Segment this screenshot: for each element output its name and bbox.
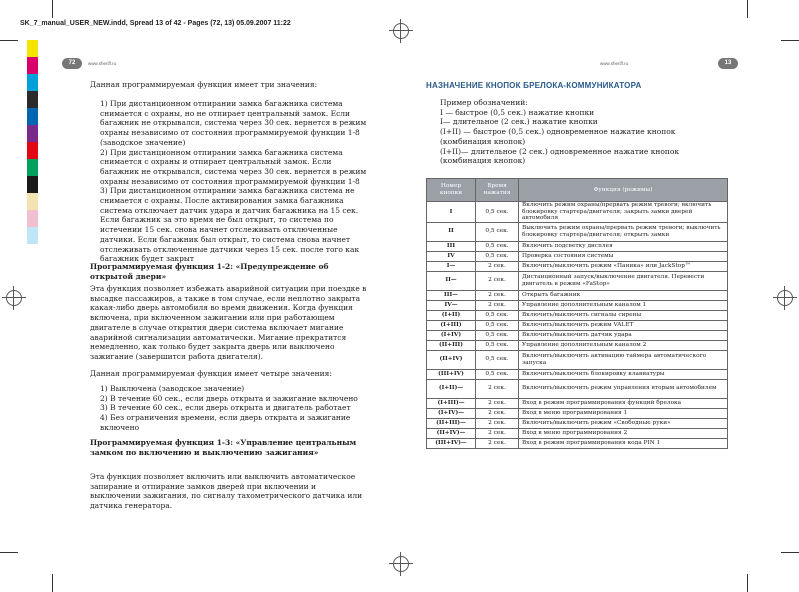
right-page-header bbox=[600, 59, 740, 69]
table-row bbox=[427, 418, 728, 428]
legend bbox=[440, 98, 730, 166]
press-time-cell: 2 сек. bbox=[476, 379, 519, 398]
legend-item: (I+II)— длительное (2 сек.) одновременное нажатие кнопок bbox=[440, 146, 680, 156]
legend-title: Пример обозначений: bbox=[440, 98, 528, 107]
button-code-cell: (I+III) bbox=[427, 320, 476, 330]
function-cell: Включить/выключить активацию таймера автоматического запуска bbox=[519, 350, 728, 369]
crop-mark bbox=[747, 0, 748, 18]
color-swatch bbox=[27, 91, 38, 108]
function-cell: Выключить режим охраны/прервать режим тревоги; выключить блокировку стартера/двигателя; открыть замки bbox=[519, 222, 728, 241]
left-page-header bbox=[62, 59, 362, 69]
color-swatch bbox=[27, 227, 38, 244]
legend-item: (I+II) — быстрое (0,5 сек.) одновременное нажатие кнопок bbox=[440, 127, 676, 137]
table-row bbox=[427, 408, 728, 418]
page-title: НАЗНАЧЕНИЕ КНОПОК БРЕЛОКА-КОММУНИКАТОРА bbox=[426, 81, 642, 90]
left-page-number: 72 bbox=[62, 58, 82, 69]
press-time-cell: 0,5 сек. bbox=[476, 202, 519, 223]
value-list-four bbox=[90, 384, 368, 433]
button-code-cell: I— bbox=[427, 261, 476, 271]
table-row bbox=[427, 290, 728, 300]
press-time-cell: 0,5 сек. bbox=[476, 369, 519, 379]
button-code-cell: (III+IV) bbox=[427, 369, 476, 379]
press-time-cell: 2 сек. bbox=[476, 418, 519, 428]
table-row bbox=[427, 398, 728, 408]
registration-mark-icon bbox=[777, 290, 793, 306]
file-info-line: SK_7_manual_USER_NEW.indd, Spread 13 of 42 - Pages (72, 13) 05.09.2007 11:22 bbox=[20, 20, 291, 27]
legend-item: I — быстрое (0,5 сек.) нажатие кнопки bbox=[440, 107, 595, 117]
value-item: 3) В течение 60 сек., если дверь открыта и двигатель работает bbox=[100, 403, 351, 413]
button-code-cell: I bbox=[427, 202, 476, 223]
function-cell: Вход в режим программирования функций брелока bbox=[519, 398, 728, 408]
button-code-cell: (I+IV)— bbox=[427, 408, 476, 418]
func3-text: Эта функция позволяет включить или выключить автоматическое запирание и отпирание замков дверей при включении и выключении зажигания, по сигналу тахометрического датчика или датчика генератора. bbox=[90, 472, 363, 511]
press-time-cell: 2 сек. bbox=[476, 261, 519, 271]
button-functions-table bbox=[426, 178, 728, 449]
table-row bbox=[427, 320, 728, 330]
press-time-cell: 2 сек. bbox=[476, 290, 519, 300]
press-time-cell: 2 сек. bbox=[476, 438, 519, 448]
crop-mark bbox=[52, 574, 53, 592]
intro-four-values: Данная программируемая функция имеет четыре значения: bbox=[90, 369, 332, 378]
function-cell: Открыть багажник bbox=[519, 290, 728, 300]
press-time-cell: 2 сек. bbox=[476, 300, 519, 310]
func2-title: Программируемая функция 1-2: «Предупреждение об открытой двери» bbox=[90, 262, 329, 281]
color-swatch bbox=[27, 125, 38, 142]
function-cell: Включить/выключить датчик удара bbox=[519, 330, 728, 340]
press-time-cell: 2 сек. bbox=[476, 271, 519, 290]
right-page-number: 13 bbox=[718, 58, 738, 69]
crop-mark bbox=[0, 552, 18, 553]
function-cell: Включить/выключить блокировку клавиатуры bbox=[519, 369, 728, 379]
function-cell: Проверка состояния системы bbox=[519, 251, 728, 261]
registration-mark-icon bbox=[393, 23, 409, 39]
press-time-cell: 0,5 сек. bbox=[476, 251, 519, 261]
value-item: 2) При дистанционном отпирании замка багажника система снимается с охраны и отпирает центральный замок. Если багажник не открывался, система через 30 сек. вернется в режим охраны независимо от состояния программируемой функции 1-8 bbox=[100, 147, 367, 186]
function-cell: Управление дополнительным каналом 1 bbox=[519, 300, 728, 310]
function-cell: Включить/выключить режим «Паника» или JackStop™ bbox=[519, 261, 728, 271]
button-code-cell: (II+III) bbox=[427, 340, 476, 350]
color-swatch bbox=[27, 108, 38, 125]
table-row bbox=[427, 222, 728, 241]
table-row bbox=[427, 330, 728, 340]
right-running-head: www.sheriff.ru bbox=[600, 61, 629, 66]
function-cell: Включить/выключить сигналы сирены bbox=[519, 310, 728, 320]
table-row bbox=[427, 241, 728, 251]
registration-mark-icon bbox=[393, 556, 409, 572]
table-row bbox=[427, 251, 728, 261]
intro-three-values: Данная программируемая функция имеет три значения: bbox=[90, 80, 318, 89]
press-time-cell: 0,5 сек. bbox=[476, 222, 519, 241]
legend-item: (комбинация кнопок) bbox=[440, 136, 526, 146]
button-code-cell: II bbox=[427, 222, 476, 241]
function-cell: Включить подсветку дисплея bbox=[519, 241, 728, 251]
press-time-cell: 2 сек. bbox=[476, 408, 519, 418]
press-time-cell: 0,5 сек. bbox=[476, 330, 519, 340]
press-time-cell: 2 сек. bbox=[476, 428, 519, 438]
color-swatch bbox=[27, 159, 38, 176]
column-header: Время нажатия bbox=[476, 179, 519, 202]
button-code-cell: (II+IV)— bbox=[427, 428, 476, 438]
button-code-cell: IV— bbox=[427, 300, 476, 310]
button-code-cell: (II+IV) bbox=[427, 350, 476, 369]
table-row bbox=[427, 271, 728, 290]
legend-item: I— длительное (2 сек.) нажатие кнопки bbox=[440, 117, 598, 127]
press-time-cell: 0,5 сек. bbox=[476, 320, 519, 330]
table-row bbox=[427, 310, 728, 320]
table-row bbox=[427, 261, 728, 271]
press-time-cell: 0,5 сек. bbox=[476, 340, 519, 350]
color-swatch bbox=[27, 74, 38, 91]
press-time-cell: 0,5 сек. bbox=[476, 241, 519, 251]
button-code-cell: IV bbox=[427, 251, 476, 261]
value-item: 4) Без ограничения времени, если дверь открыта и зажигание включено bbox=[100, 413, 351, 432]
color-swatch bbox=[27, 142, 38, 159]
function-cell: Дистанционный запуск/выключение двигателя. Перевести двигатель в режим «FaStop» bbox=[519, 271, 728, 290]
func2-text: Эта функция позволяет избежать аварийной ситуации при поездке в высадке пассажиров, а также в том случае, если неплотно закрыта какая-либо дверь автомобиля во время движения. Когда функция включена, при включенном зажигании или при работающем двигателе в случае открытия двери система включает мигание аварийной сигнализации автоматически. Мигание прекратится немедленно, как только будет закрыта дверь или выключено зажигание (завершится работа двигателя). bbox=[90, 284, 367, 361]
color-swatch bbox=[27, 210, 38, 227]
crop-mark bbox=[781, 552, 799, 553]
function-cell: Включить/выключить режим управления вторым автомобилем bbox=[519, 379, 728, 398]
crop-mark bbox=[0, 40, 18, 41]
function-cell: Вход в режим программирования кода PIN 1 bbox=[519, 438, 728, 448]
table-row bbox=[427, 300, 728, 310]
button-code-cell: (II+III)— bbox=[427, 418, 476, 428]
value-item: 1) Выключена (заводское значение) bbox=[100, 384, 245, 393]
column-header: Номер кнопки bbox=[427, 179, 476, 202]
button-code-cell: (III+IV)— bbox=[427, 438, 476, 448]
left-running-head: www.sheriff.ru bbox=[88, 61, 117, 66]
registration-mark-icon bbox=[6, 290, 22, 306]
table-row bbox=[427, 428, 728, 438]
button-code-cell: (I+II) bbox=[427, 310, 476, 320]
table-row bbox=[427, 369, 728, 379]
color-swatch bbox=[27, 193, 38, 210]
table-header-row bbox=[427, 179, 728, 202]
legend-item: (комбинация кнопок) bbox=[440, 156, 526, 166]
function-cell: Вход в меню программирования 1 bbox=[519, 408, 728, 418]
press-time-cell: 0,5 сек. bbox=[476, 350, 519, 369]
crop-mark bbox=[747, 574, 748, 592]
value-item: 1) При дистанционном отпирании замка багажника система снимается с охраны, но не отпирает центральный замок. Если багажник не открывался, система через 30 сек. вернется в режим охраны независимо от состояния программируемой функции 1-8 (заводское значение) bbox=[100, 99, 367, 147]
crop-mark bbox=[52, 0, 53, 18]
table-row bbox=[427, 379, 728, 398]
button-code-cell: (I+II)— bbox=[427, 379, 476, 398]
color-swatch bbox=[27, 40, 38, 57]
color-swatch bbox=[27, 57, 38, 74]
color-swatch bbox=[27, 176, 38, 193]
function-cell: Вход в меню программирования 2 bbox=[519, 428, 728, 438]
button-code-cell: (I+IV) bbox=[427, 330, 476, 340]
table-row bbox=[427, 340, 728, 350]
function-cell: Включить/выключить режим «Свободные руки» bbox=[519, 418, 728, 428]
value-item: 2) В течение 60 сек., если дверь открыта и зажигание включено bbox=[100, 393, 358, 403]
function-cell: Включить/выключить режим VALET bbox=[519, 320, 728, 330]
table-row bbox=[427, 350, 728, 369]
value-list-three bbox=[90, 99, 368, 264]
column-header: Функция (режимы) bbox=[519, 179, 728, 202]
button-code-cell: III bbox=[427, 241, 476, 251]
func3-title: Программируемая функция 1-3: «Управление центральным замком по включению и выключению зажигания» bbox=[90, 438, 357, 457]
function-cell: Управление дополнительным каналом 2 bbox=[519, 340, 728, 350]
table-row bbox=[427, 438, 728, 448]
button-code-cell: (I+III)— bbox=[427, 398, 476, 408]
button-code-cell: II— bbox=[427, 271, 476, 290]
crop-mark bbox=[781, 40, 799, 41]
press-time-cell: 0,5 сек. bbox=[476, 310, 519, 320]
function-cell: Включить режим охраны/прервать режим тревоги; включить блокировку стартера/двигателя; закрыть замки дверей автомобиля bbox=[519, 202, 728, 223]
press-time-cell: 2 сек. bbox=[476, 398, 519, 408]
table-row bbox=[427, 202, 728, 223]
button-code-cell: III— bbox=[427, 290, 476, 300]
value-item: 3) При дистанционном отпирании замка багажника система не снимается с охраны. После активирования замка багажника система отключает датчик удара и датчик багажника на 15 сек. Если багажник за это время не был открыт, то система по истечении 15 сек. снова начнет отслеживать отключенные датчики. Если багажник был открыт, то система снова начнет отслеживать отключенные датчики через 15 сек. после того как багажник будет закрыт bbox=[100, 186, 360, 264]
